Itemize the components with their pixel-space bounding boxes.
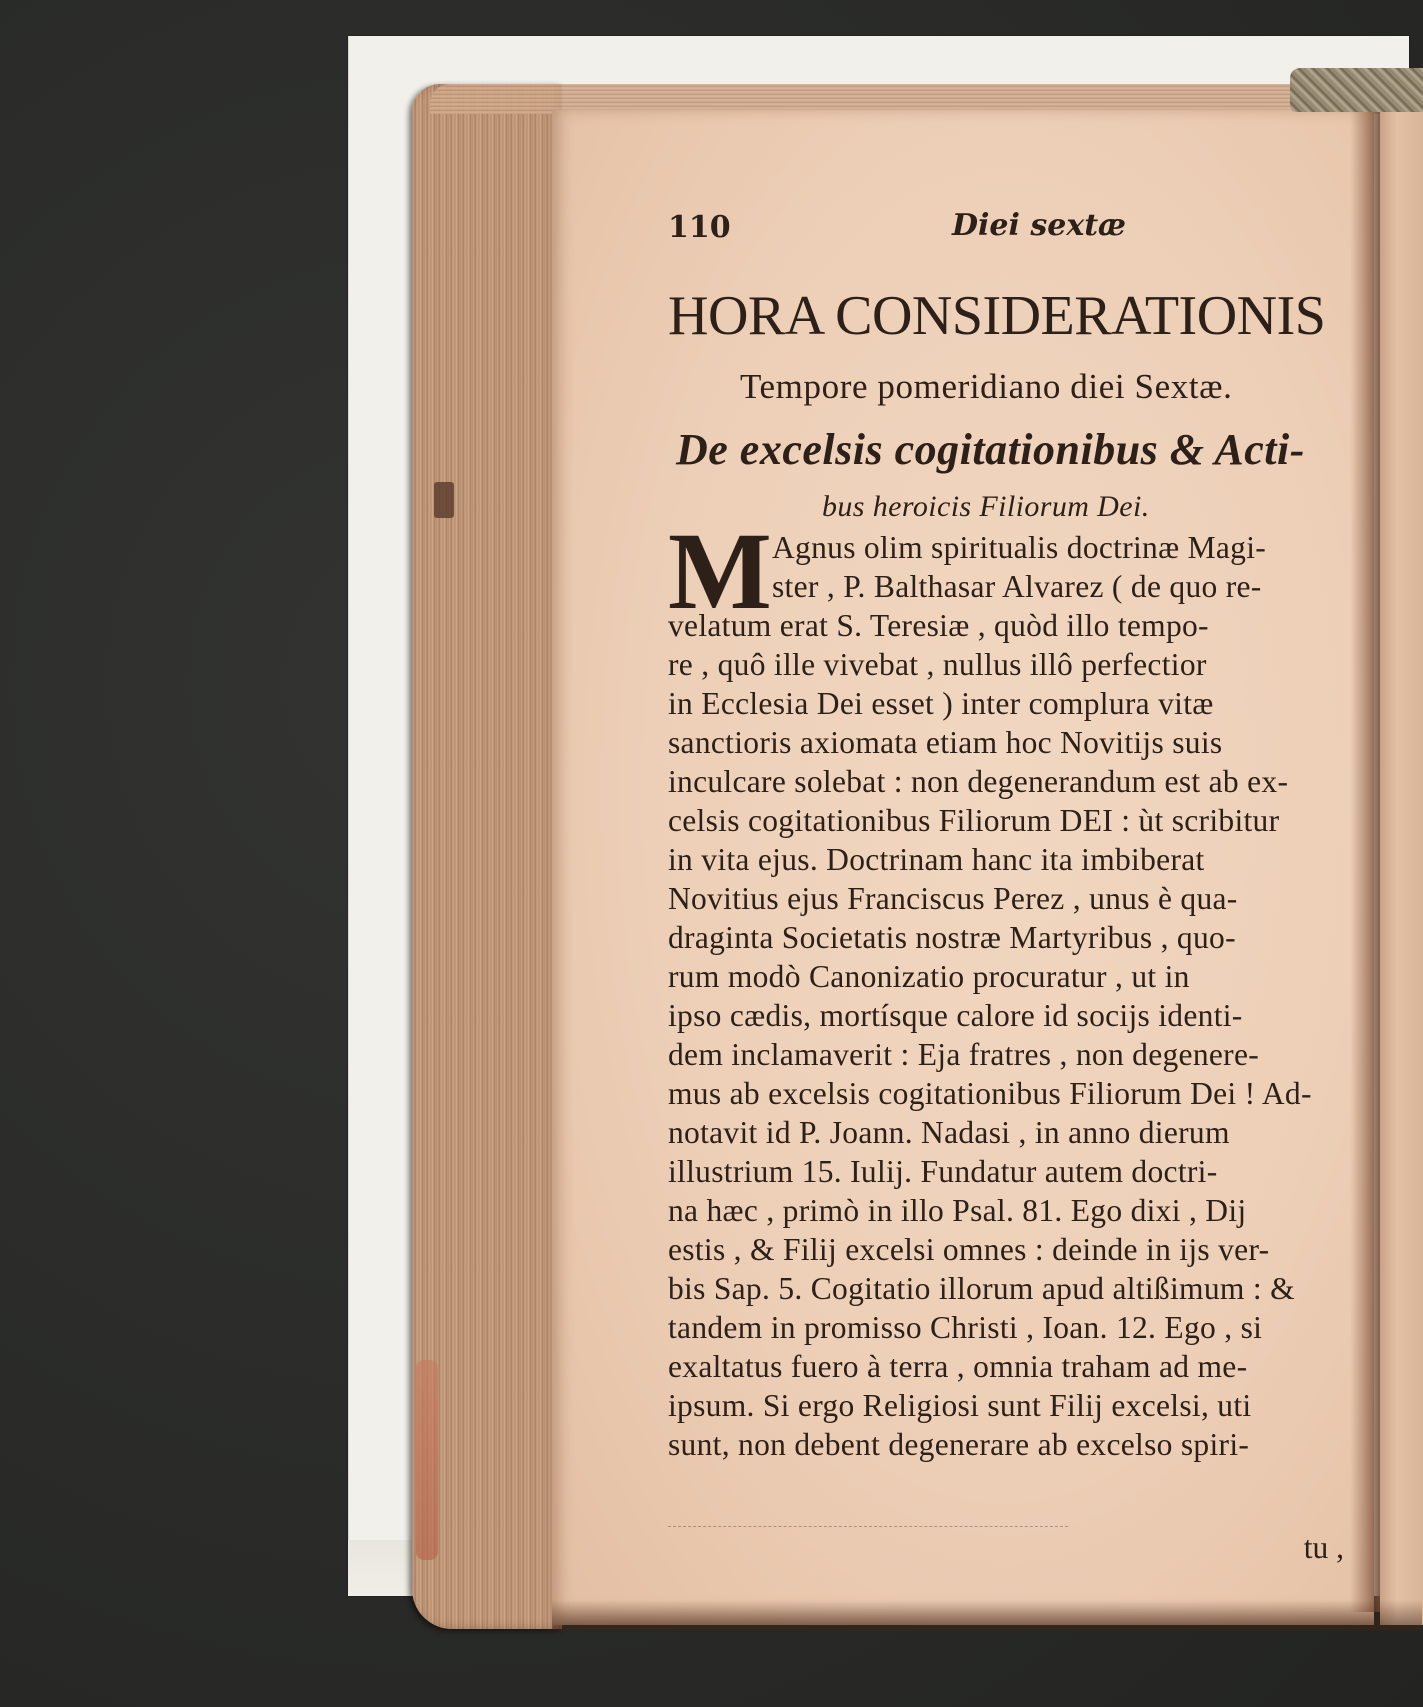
section-title-line-2: bus heroicis Filiorum Dei. xyxy=(822,490,1150,523)
body-line: sanctioris axiomata etiam hoc Novitijs suis xyxy=(668,725,1223,760)
page-header xyxy=(668,210,1368,250)
edge-mark xyxy=(434,482,454,518)
binding-cord xyxy=(1290,68,1423,112)
body-line: celsis cogitationibus Filiorum DEI : ùt scribitur xyxy=(668,803,1280,838)
body-line: estis , & Filij excelsi omnes : deinde in ijs ver- xyxy=(668,1232,1270,1267)
red-edge-stain xyxy=(416,1360,438,1560)
section-title-line-1: De excelsis cogitationibus & Acti- xyxy=(676,425,1305,474)
body-line: in vita ejus. Doctrinam hanc ita imbiberat xyxy=(668,842,1205,877)
body-line: ster , P. Balthasar Alvarez ( de quo re- xyxy=(772,569,1262,604)
catchword: tu , xyxy=(1303,1530,1344,1565)
body-line: Novitius ejus Franciscus Perez , unus è qua- xyxy=(668,881,1238,916)
page-subtitle: Tempore pomeridiano diei Sextæ. xyxy=(740,367,1233,406)
body-line: bis Sap. 5. Cogitatio illorum apud altißimum : & xyxy=(668,1271,1295,1306)
body-line: mus ab excelsis cogitationibus Filiorum Dei ! Ad- xyxy=(668,1076,1312,1111)
body-line: velatum erat S. Teresiæ , quòd illo tempo- xyxy=(668,608,1209,643)
body-line: na hæc , primò in illo Psal. 81. Ego dixi , Dij xyxy=(668,1193,1247,1228)
body-line: draginta Societatis nostræ Martyribus , quo- xyxy=(668,920,1236,955)
body-line: notavit id P. Joann. Nadasi , in anno dierum xyxy=(668,1115,1230,1150)
body-line: tandem in promisso Christi , Ioan. 12. Ego , si xyxy=(668,1310,1263,1345)
running-head: Diei sextæ xyxy=(952,208,1127,243)
body-line: ipso cædis, mortísque calore id socijs identi- xyxy=(668,998,1243,1033)
page-number: 110 xyxy=(668,210,731,245)
body-line: inculcare solebat : non degenerandum est ab ex- xyxy=(668,764,1289,799)
body-line: ipsum. Si ergo Religiosi sunt Filij excelsi, uti xyxy=(668,1388,1252,1423)
body-line: re , quô ille vivebat , nullus illô perfectior xyxy=(668,647,1207,682)
body-line: illustrium 15. Iulij. Fundatur autem doctri- xyxy=(668,1154,1218,1189)
body-line: dem inclamaverit : Eja fratres , non degenere- xyxy=(668,1037,1260,1072)
body-line: in Ecclesia Dei esset ) inter complura vitæ xyxy=(668,686,1214,721)
drop-cap: M xyxy=(668,510,772,632)
body-line: rum modò Canonizatio procuratur , ut in xyxy=(668,959,1190,994)
facing-page-edge xyxy=(1380,100,1423,1625)
bottom-rule xyxy=(668,1526,1068,1528)
page-bottom-shadow xyxy=(552,1600,1422,1630)
body-line: Agnus olim spiritualis doctrinæ Magi- xyxy=(772,530,1267,565)
body-text xyxy=(668,528,1344,1464)
page-title: HORA CONSIDERATIONIS xyxy=(668,285,1326,347)
body-line: exaltatus fuero à terra , omnia traham ad me- xyxy=(668,1349,1248,1384)
body-line: sunt, non debent degenerare ab excelso spiri- xyxy=(668,1427,1250,1462)
